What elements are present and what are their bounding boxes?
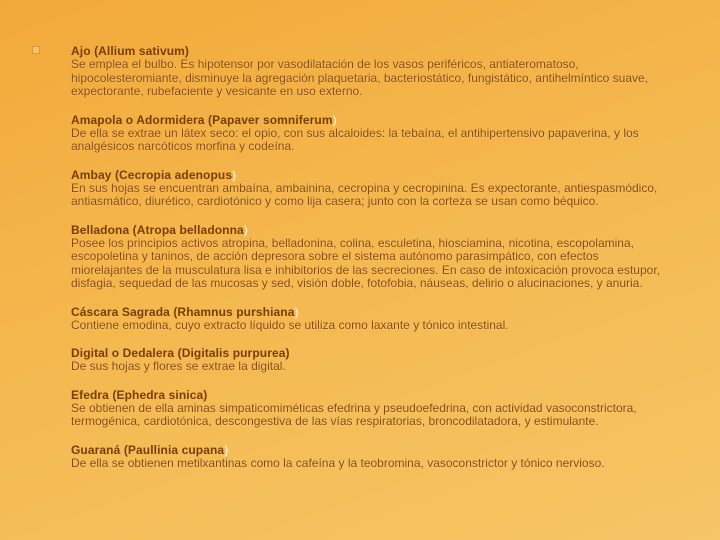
entry-text: Contiene emodina, cuyo extracto líquido se utiliza como laxante y tónico intestinal. (71, 317, 509, 332)
entry-text: En sus hojas se encuentran ambaína, ambainina, cecropina y cecropinina. Es expectorante, antiespasmódico, antiasmático, diurético, cardiotónico y como lija casera; junto con la corteza se usan como béquico. (71, 180, 658, 208)
entry-text: De ella se extrae un látex seco: el opio, con sus alcaloides: la tebaína, el antihipertensivo papaverina, y los analgésicos narcóticos morfina y codeína. (71, 125, 639, 153)
entry-title: Efedra (Ephedra sinica) (71, 387, 208, 402)
entry-text: Se obtienen de ella aminas simpaticomiméticas efedrina y pseudoefedrina, con actividad vasoconstrictora, termogénica, cardiotónica, descongestiva de las vías respiratorias, broncodilatadora, y estimulante. (71, 400, 637, 428)
entry-title: Belladona (Atropa belladonna) (71, 222, 248, 237)
entry-amapola (71, 113, 671, 154)
entry-text: De sus hojas y flores se extrae la digital. (71, 359, 286, 373)
entry-title: Digital o Dedalera (Digitalis purpurea) (71, 346, 290, 360)
entry-ajo (71, 44, 671, 99)
entry-text: Se emplea el bulbo. Es hipotensor por vasodilatación de los vasos periféricos, antiateromatoso, hipocolesteromiante, disminuye la agregación plaquetaria, bacteriostático, fungistático, antihelmíntico suave, expectorante, rubefaciente y vesicante en uso externo. (71, 57, 648, 98)
entry-title: Cáscara Sagrada (Rhamnus purshiana) (71, 304, 299, 319)
entry-ambay (71, 168, 671, 209)
entry-title: Ambay (Cecropia adenopus) (71, 167, 237, 182)
entry-digital (71, 346, 671, 374)
entry-guarana (71, 443, 671, 471)
entry-cascara-sagrada (71, 305, 671, 333)
entry-efedra (71, 388, 671, 429)
entry-title: Ajo (Allium sativum) (71, 44, 190, 58)
entry-title: Amapola o Adormidera (Papaver somniferum) (71, 112, 337, 127)
entry-title: Guaraná (Paullinia cupana) (71, 442, 229, 457)
entry-text: De ella se obtienen metilxantinas como la cafeína y la teobromina, vasoconstrictor y tónico nervioso. (71, 455, 605, 470)
plant-list (71, 44, 671, 484)
entry-text: Posee los principios activos atropina, belladonina, colina, esculetina, hiosciamina, nicotina, escopolamina, escopoletina y taninos, de acción depresora sobre el sistema autónomo parasimpático, con efectos miorelajantes de la musculatura lisa e inhibitorios de las secreciones. En caso de intoxicación provoca estupor, disfagia, sequedad de las mucosas y sed, visión doble, fotofobia, náuseas, delirio o alucinaciones, y anuria. (71, 235, 660, 290)
square-bullet-icon (32, 46, 40, 54)
entry-belladona (71, 223, 671, 291)
